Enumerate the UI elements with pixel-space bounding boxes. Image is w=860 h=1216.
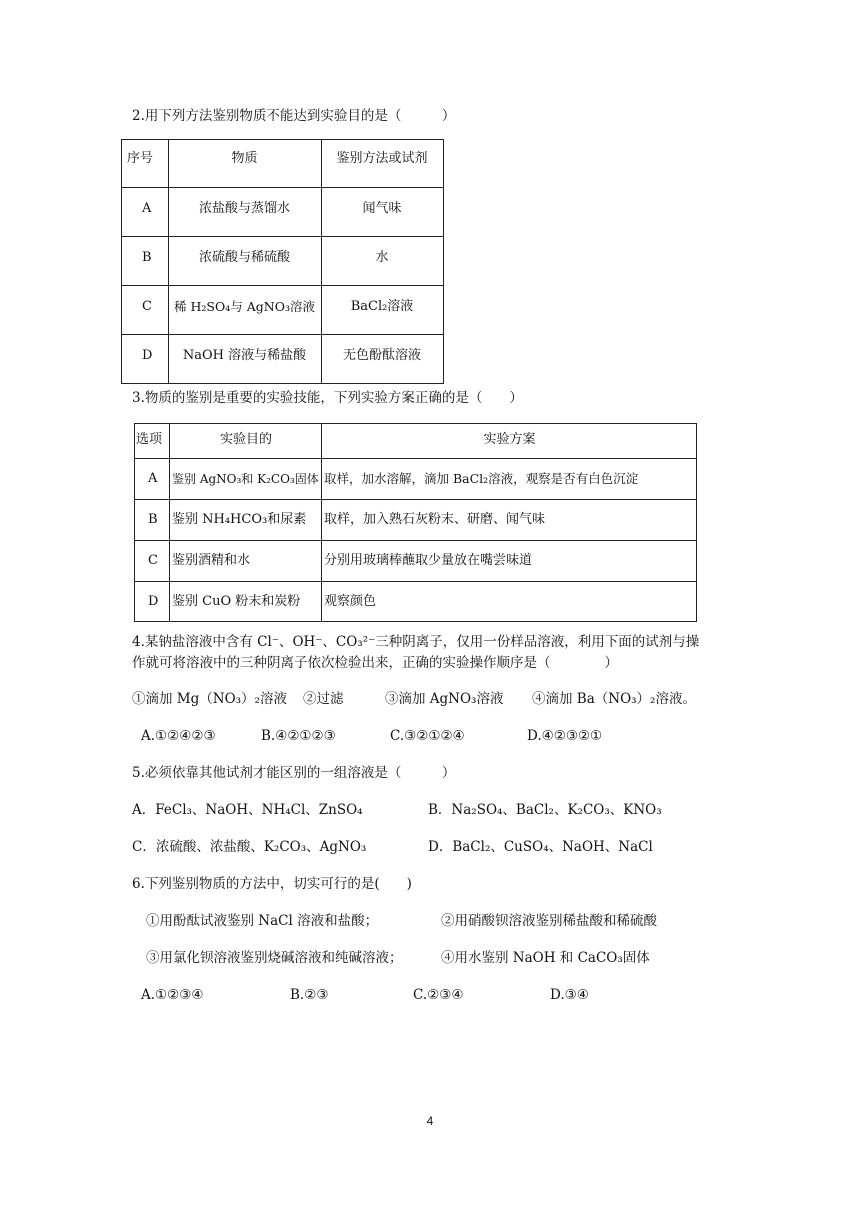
q2-row-c-id: C bbox=[142, 299, 152, 314]
q2-row-d-substance: NaOH 溶液与稀盐酸 bbox=[182, 348, 307, 363]
q4-option-d: D.④②③②① bbox=[527, 728, 603, 744]
q6-option-a: A.①②③④ bbox=[141, 987, 204, 1003]
q6-item-4: ④用水鉴别 NaOH 和 CaCO₃固体 bbox=[441, 950, 650, 966]
q2-row-a-method: 闻气味 bbox=[362, 201, 402, 216]
q2-row-a-substance: 浓盐酸与蒸馏水 bbox=[198, 201, 290, 216]
q2-header-id: 序号 bbox=[127, 151, 154, 166]
q3-row-c-plan: 分别用玻璃棒蘸取少量放在嘴尝味道 bbox=[324, 553, 533, 568]
q4-op-2: ②过滤 bbox=[303, 691, 344, 707]
q5-stem: 5.必须依靠其他试剂才能区别的一组溶液是（ ） bbox=[132, 765, 456, 781]
q3-row-d-id: D bbox=[148, 594, 159, 609]
q4-option-b: B.④②①②③ bbox=[261, 728, 336, 744]
q5-option-a: A．FeCl₃、NaOH、NH₄Cl、ZnSO₄ bbox=[132, 802, 363, 818]
q3-row-d-purpose: 鉴别 CuO 粉末和炭粉 bbox=[172, 594, 301, 609]
q4-op-1: ①滴加 Mg（NO₃）₂溶液 bbox=[132, 691, 287, 707]
q6-item-2: ②用硝酸钡溶液鉴别稀盐酸和稀硫酸 bbox=[441, 913, 657, 929]
q3-row-b-plan: 取样，加入熟石灰粉末、研磨、闻气味 bbox=[324, 512, 546, 527]
q5-option-d: D．BaCl₂、CuSO₄、NaOH、NaCl bbox=[428, 839, 653, 855]
q4-op-3: ③滴加 AgNO₃溶液 bbox=[385, 691, 504, 707]
q3-row-d-plan: 观察颜色 bbox=[324, 594, 377, 609]
q4-op-4: ④滴加 Ba（NO₃）₂溶液。 bbox=[532, 691, 696, 707]
q2-row-d-id: D bbox=[142, 348, 153, 363]
q2-stem: 2.用下列方法鉴别物质不能达到实验目的是（ ） bbox=[132, 108, 456, 124]
q4-option-c: C.③②①②④ bbox=[390, 728, 465, 744]
q3-row-c-id: C bbox=[148, 553, 158, 568]
q6-stem: 6.下列鉴别物质的方法中，切实可行的是( ) bbox=[132, 876, 412, 892]
q3-header-option: 选项 bbox=[136, 432, 163, 447]
q3-stem: 3.物质的鉴别是重要的实验技能，下列实验方案正确的是（ ） bbox=[132, 390, 523, 406]
q6-option-b: B.②③ bbox=[290, 987, 329, 1003]
page-number: 4 bbox=[426, 1114, 434, 1128]
q3-row-b-purpose: 鉴别 NH₄HCO₃和尿素 bbox=[172, 512, 307, 527]
q6-item-1: ①用酚酞试液鉴别 NaCl 溶液和盐酸； bbox=[146, 913, 379, 929]
q3-header-plan: 实验方案 bbox=[483, 432, 536, 447]
q3-row-a-id: A bbox=[148, 471, 158, 486]
q2-row-c-method: BaCl₂溶液 bbox=[350, 299, 414, 314]
q4-stem-line1: 4.某钠盐溶液中含有 Cl⁻、OH⁻、CO₃²⁻三种阴离子，仅用一份样品溶液，利用下面的试剂与操 bbox=[132, 634, 700, 650]
q2-row-b-substance: 浓硫酸与稀硫酸 bbox=[198, 250, 290, 265]
q5-option-c: C．浓硫酸、浓盐酸、K₂CO₃、AgNO₃ bbox=[132, 839, 367, 855]
q5-option-b: B．Na₂SO₄、BaCl₂、K₂CO₃、KNO₃ bbox=[428, 802, 662, 818]
q3-header-purpose: 实验目的 bbox=[219, 432, 272, 447]
q3-row-a-plan: 取样，加水溶解，滴加 BaCl₂溶液，观察是否有白色沉淀 bbox=[324, 471, 639, 486]
q3-row-c-purpose: 鉴别酒精和水 bbox=[172, 553, 251, 568]
q4-stem-line2: 作就可将溶液中的三种阴离子依次检验出来，正确的实验操作顺序是（ ） bbox=[132, 655, 618, 671]
q2-header-substance: 物质 bbox=[231, 151, 258, 166]
q2-row-c-substance: 稀 H₂SO₄与 AgNO₃溶液 bbox=[174, 299, 315, 314]
q3-row-b-id: B bbox=[148, 512, 158, 527]
q6-item-3: ③用氯化钡溶液鉴别烧碱溶液和纯碱溶液； bbox=[146, 950, 403, 966]
q2-row-b-method: 水 bbox=[375, 250, 389, 265]
q2-row-b-id: B bbox=[142, 250, 152, 265]
q4-option-a: A.①②④②③ bbox=[141, 728, 216, 744]
q2-row-d-method: 无色酚酞溶液 bbox=[342, 348, 421, 363]
q2-row-a-id: A bbox=[142, 201, 152, 216]
q6-option-d: D.③④ bbox=[550, 987, 589, 1003]
q3-row-a-purpose: 鉴别 AgNO₃和 K₂CO₃固体 bbox=[172, 472, 319, 486]
q6-option-c: C.②③④ bbox=[413, 987, 464, 1003]
q2-header-method: 鉴别方法或试剂 bbox=[336, 151, 428, 166]
